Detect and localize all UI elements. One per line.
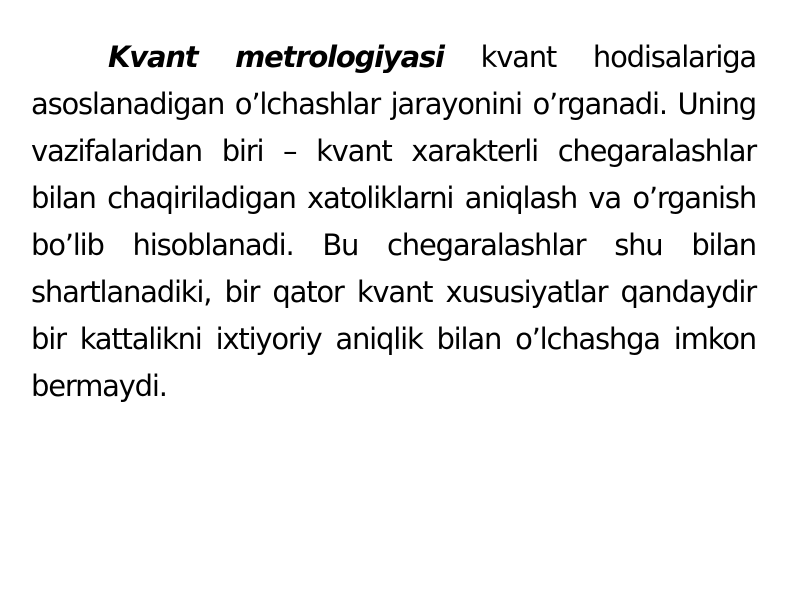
definition-text: kvant hodisalariga asoslanadigan o’lchashlar jarayonini o’rganadi. Uning vazifalaridan biri – kvant xarakterli chegaralashlar bilan chaqiriladigan xatoliklarni aniqlash va o’rganish bo’lib hisoblanadi. Bu chegaralashlar shu bilan shartlanadiki, bir qator kvant xususiyatlar qandaydir bir kattalikni ixtiyoriy aniqlik bilan o’lchashga imkon bermaydi. — [31, 40, 756, 403]
defined-term: Kvant metrologiyasi — [108, 40, 444, 74]
slide-content — [31, 34, 756, 410]
definition-paragraph — [31, 34, 756, 410]
